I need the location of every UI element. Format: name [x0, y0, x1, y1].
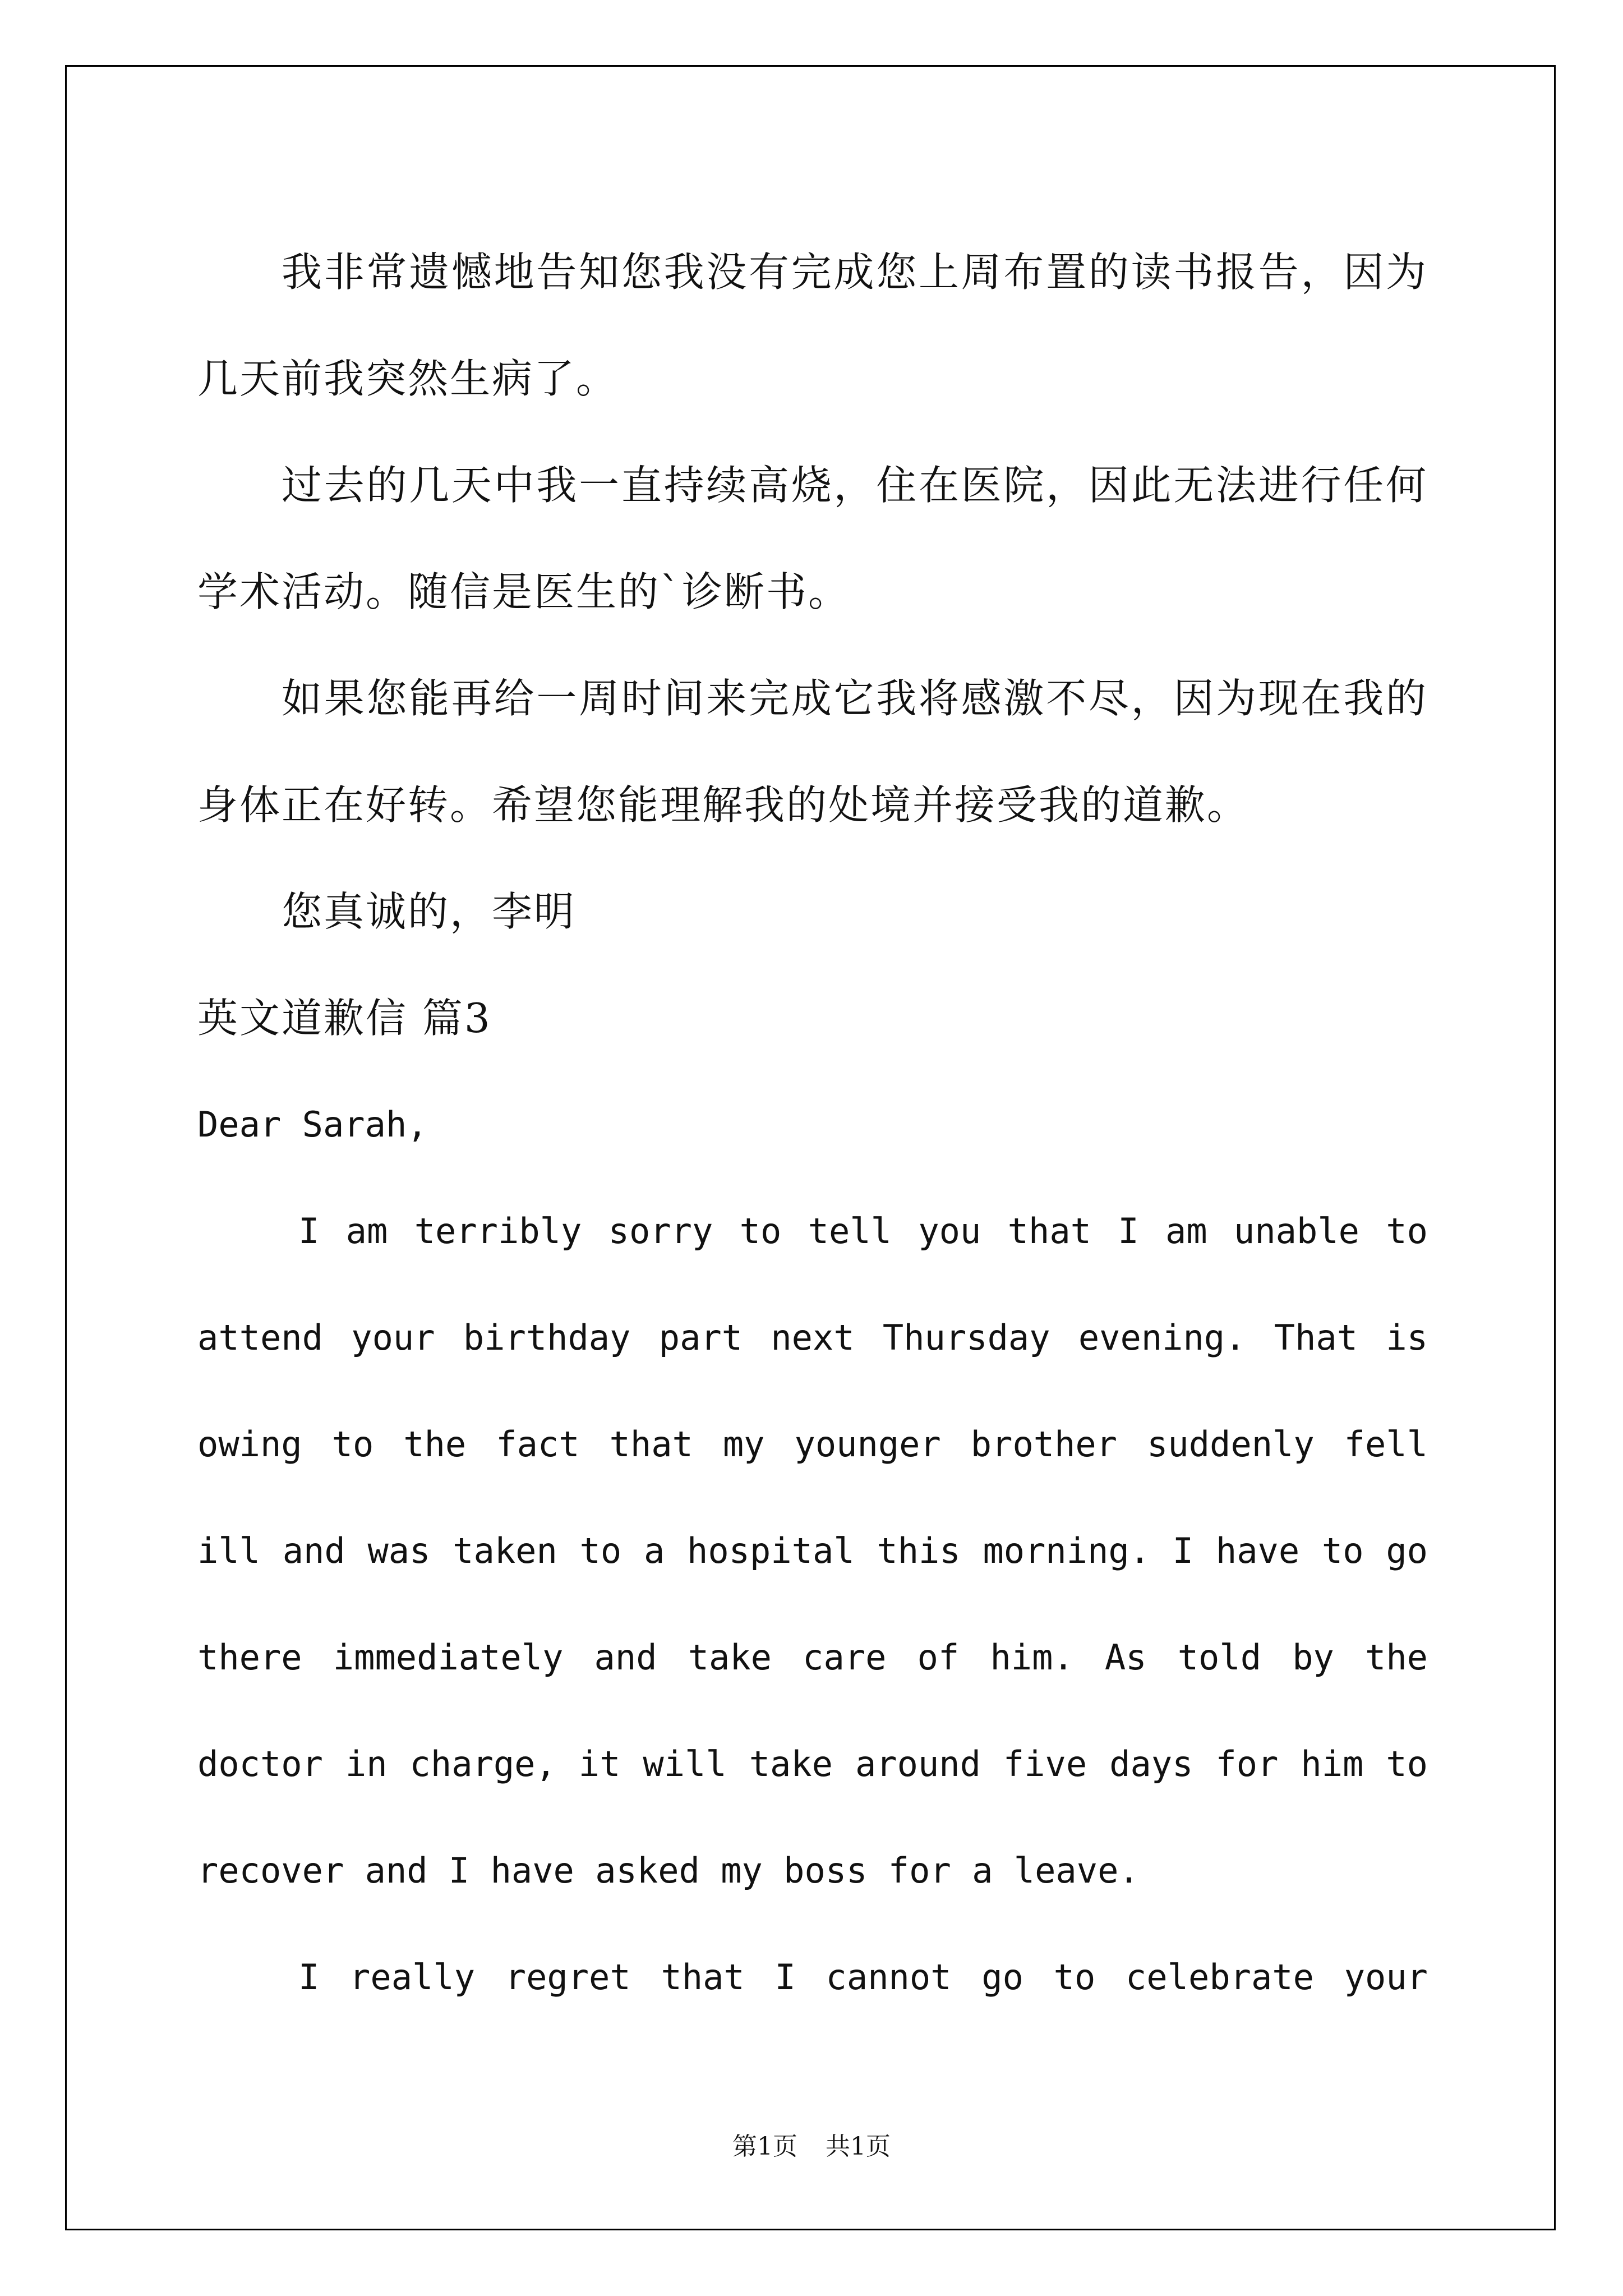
- paragraph-zh-3: 如果您能再给一周时间来完成它我将感激不尽，因为现在我的身体正在好转。希望您能理解我的处境并接受我的道歉。: [197, 675, 1428, 829]
- greeting: Dear Sarah,: [197, 1104, 428, 1145]
- signature-line: 您真诚的，李明: [282, 888, 577, 935]
- page-footer: [0, 2126, 1623, 2162]
- document-body: [197, 219, 1428, 2031]
- paragraph-zh-2: 过去的几天中我一直持续高烧，住在医院，因此无法进行任何学术活动。随信是医生的`诊断书。: [197, 462, 1428, 615]
- page-number-current: 第1页: [732, 2132, 797, 2161]
- paragraph-zh-1: 我非常遗憾地告知您我没有完成您上周布置的读书报告，因为几天前我突然生病了。: [197, 249, 1428, 402]
- paragraph-en-2: I really regret that I cannot go to celebrate your: [298, 1957, 1428, 1998]
- paragraph-en-1: I am terribly sorry to tell you that I am unable to attend your birthday part next Thursday evening. That is owing to the fact that my younger brother suddenly fell ill and was taken to a hospital this morning. I have to go there immediately and take care of him. As told by the doctor in charge, it will take around five days for him to recover and I have asked my boss for a leave.: [197, 1211, 1428, 1891]
- section-heading: 英文道歉信 篇3: [197, 995, 492, 1042]
- page-number-total: 共1页: [826, 2132, 891, 2161]
